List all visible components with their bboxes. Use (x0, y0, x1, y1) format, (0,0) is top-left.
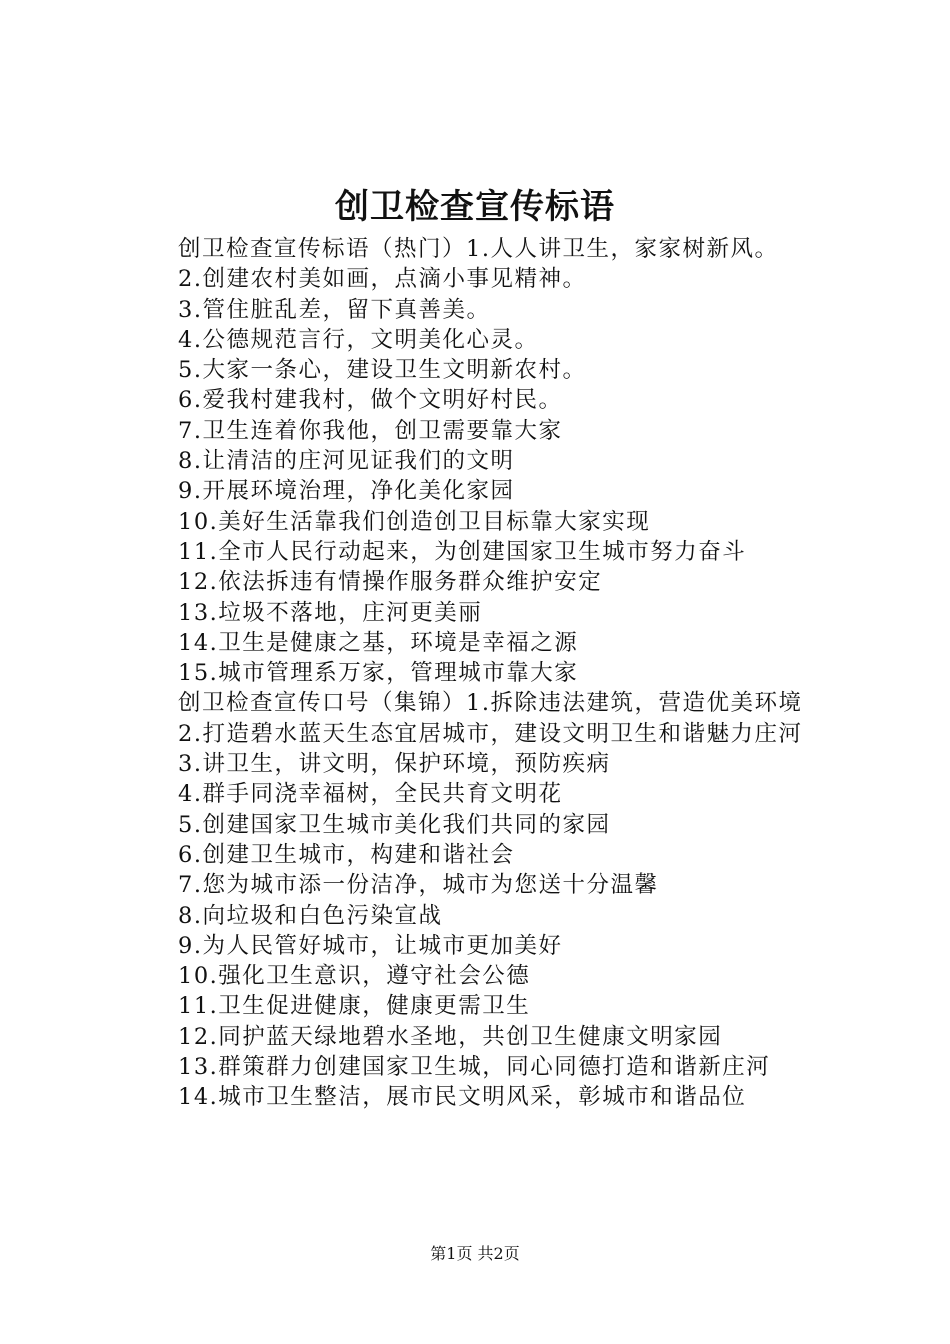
slogan-line: 11.卫生促进健康，健康更需卫生 (178, 993, 531, 1020)
slogan-line: 15.城市管理系万家，管理城市靠大家 (178, 660, 579, 687)
section1-intro-line: 创卫检查宣传标语（热门）1.人人讲卫生，家家树新风。 (178, 236, 779, 262)
slogan-line: 5.大家一条心，建设卫生文明新农村。 (178, 357, 587, 384)
slogan-line: 9.开展环境治理，净化美化家园 (178, 478, 515, 505)
section1-list (130, 264, 835, 688)
slogan-line: 4.群手同浇幸福树，全民共育文明花 (178, 781, 563, 808)
slogan-line: 3.管住脏乱差，留下真善美。 (178, 296, 491, 323)
section2-intro-paragraph: 创卫检查宣传口号（集锦）1.拆除违法建筑，营造优美环境 (178, 690, 803, 717)
slogan-line: 6.爱我村建我村，做个文明好村民。 (178, 387, 563, 414)
section2-item-2-paragraph: 2.打造碧水蓝天生态宜居城市，建设文明卫生和谐魅力庄河 (178, 720, 803, 747)
slogan-line: 4.公德规范言行，文明美化心灵。 (178, 326, 539, 353)
slogan-line: 11.全市人民行动起来，为创建国家卫生城市努力奋斗 (178, 538, 747, 565)
section2-list (130, 749, 835, 1113)
slogan-line: 10.强化卫生意识，遵守社会公德 (178, 963, 531, 990)
slogan-line: 3.讲卫生，讲文明，保护环境，预防疾病 (178, 751, 611, 778)
slogan-line: 8.向垃圾和白色污染宣战 (178, 902, 443, 929)
slogan-line: 8.让清洁的庄河见证我们的文明 (178, 448, 515, 475)
slogan-line: 13.群策群力创建国家卫生城，同心同德打造和谐新庄河 (178, 1054, 771, 1081)
slogan-line: 10.美好生活靠我们创造创卫目标靠大家实现 (178, 508, 651, 535)
document-title: 创卫检查宣传标语 (335, 187, 615, 227)
slogan-line: 14.城市卫生整洁，展市民文明风采，彰城市和谐品位 (178, 1084, 747, 1111)
slogan-line: 12.同护蓝天绿地碧水圣地，共创卫生健康文明家园 (178, 1023, 723, 1050)
slogan-line: 6.创建卫生城市，构建和谐社会 (178, 841, 515, 868)
slogan-line: 7.卫生连着你我他，创卫需要靠大家 (178, 417, 563, 444)
slogan-line: 13.垃圾不落地，庄河更美丽 (178, 599, 483, 626)
page-footer: 第1页 共2页 (430, 1244, 520, 1263)
slogan-line: 14.卫生是健康之基，环境是幸福之源 (178, 629, 579, 656)
slogan-line: 9.为人民管好城市，让城市更加美好 (178, 932, 563, 959)
slogan-line: 2.创建农村美如画，点滴小事见精神。 (178, 266, 587, 293)
slogan-line: 7.您为城市添一份洁净，城市为您送十分温馨 (178, 872, 659, 899)
slogan-line: 12.依法拆违有情操作服务群众维护安定 (178, 569, 603, 596)
slogan-line: 5.创建国家卫生城市美化我们共同的家园 (178, 811, 611, 838)
document-body (130, 234, 835, 1113)
